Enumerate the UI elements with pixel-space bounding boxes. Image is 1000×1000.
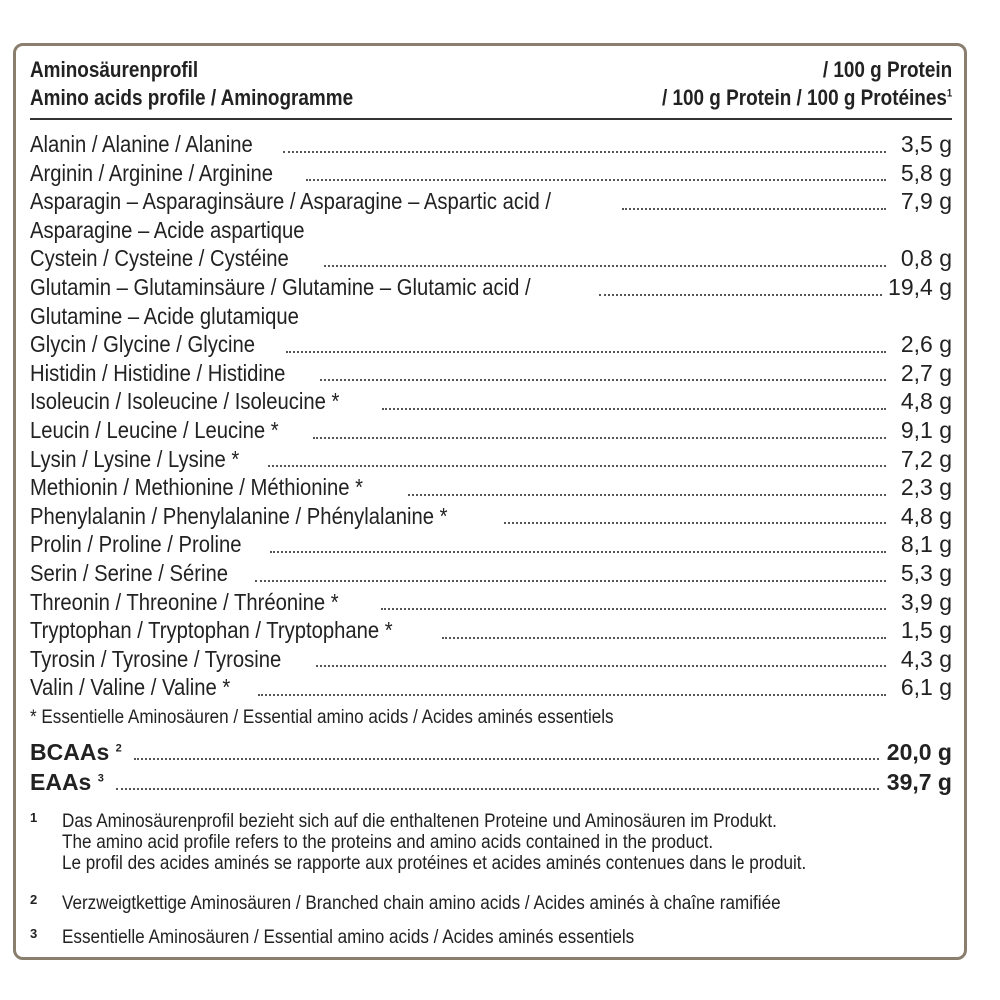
leader-dots (442, 637, 886, 639)
amino-acid-value: 1,5 g (900, 617, 952, 644)
amino-acid-value: 2,7 g (900, 359, 952, 386)
bcaa-row (30, 737, 952, 767)
leader-dots (381, 608, 886, 610)
amino-acid-name: Methionin / Methionine / Méthionine * (30, 474, 364, 501)
amino-acid-value: 3,9 g (900, 588, 952, 615)
leader-dots (134, 758, 879, 760)
amino-acid-name: Valin / Valine / Valine * (30, 674, 231, 701)
leader-dots (316, 665, 887, 667)
amino-acid-name-continuation: Glutamine – Acide glutamique (30, 302, 299, 329)
table-row (30, 559, 952, 588)
amino-acid-name: Lysin / Lysine / Lysine * (30, 445, 240, 472)
table-row (30, 616, 952, 645)
footnote-3-mark: 3 (30, 926, 38, 941)
table-row (30, 330, 952, 359)
amino-acid-list (30, 130, 952, 702)
amino-acid-value: 7,2 g (900, 445, 952, 472)
eaa-value: 39,7 g (886, 769, 952, 795)
leader-dots (255, 580, 886, 582)
amino-acid-value: 8,1 g (900, 531, 952, 558)
footnote-1-de: Das Aminosäurenprofil bezieht sich auf die enthaltenen Proteine und Aminosäuren im Produkt. (62, 811, 777, 832)
table-row (30, 588, 952, 617)
leader-dots (306, 179, 886, 181)
footnote-1 (30, 811, 952, 874)
amino-acid-name: Isoleucin / Isoleucine / Isoleucine * (30, 388, 340, 415)
footnote-1-mark: 1 (30, 810, 38, 825)
amino-acid-name: Tryptophan / Tryptophan / Tryptophane * (30, 617, 393, 644)
amino-acid-name: Leucin / Leucine / Leucine * (30, 416, 279, 443)
table-row (30, 244, 952, 273)
table-row (30, 502, 952, 531)
amino-acid-value: 7,9 g (900, 188, 952, 215)
header-unit-de: / 100 g Protein (822, 57, 953, 82)
leader-dots (283, 151, 886, 153)
amino-acid-value: 0,8 g (900, 245, 952, 272)
amino-acid-name: Threonin / Threonine / Thréonine * (30, 588, 339, 615)
footnote-1-fr: Le profil des acides aminés se rapporte aux protéines et acides aminés contenues dans le produit. (62, 853, 807, 874)
amino-acid-name: Prolin / Proline / Proline (30, 531, 242, 558)
essential-note: * Essentielle Aminosäuren / Essential amino acids / Acides aminés essentiels (30, 707, 614, 728)
amino-acid-table (13, 43, 967, 960)
bcaa-label-text: BCAAs (30, 739, 110, 765)
amino-acid-name-continuation: Asparagine – Acide aspartique (30, 216, 305, 243)
bcaa-footnote-ref: 2 (115, 742, 122, 755)
leader-dots (408, 494, 886, 496)
table-row (30, 130, 952, 159)
table-row (30, 530, 952, 559)
amino-acid-name: Tyrosin / Tyrosine / Tyrosine (30, 645, 282, 672)
leader-dots (622, 208, 886, 210)
leader-dots (268, 465, 886, 467)
table-row (30, 187, 952, 216)
footnote-3 (30, 927, 952, 948)
bcaa-label (30, 737, 122, 767)
footnote-2-mark: 2 (30, 892, 38, 907)
table-row (30, 359, 952, 388)
amino-acid-name: Glycin / Glycine / Glycine (30, 331, 255, 358)
amino-acid-name: Glutamin – Glutaminsäure / Glutamine – Glutamic acid / (30, 273, 531, 300)
header-row-2 (30, 84, 952, 112)
leader-dots (324, 265, 886, 267)
amino-acid-value: 3,5 g (900, 131, 952, 157)
table-row (30, 473, 952, 502)
amino-acid-name: Serin / Serine / Sérine (30, 559, 229, 586)
eaa-label (30, 767, 104, 797)
header-row-1 (30, 56, 952, 84)
bcaa-value: 20,0 g (886, 739, 952, 765)
footnote-2 (30, 893, 952, 914)
header-unit-en-fr (662, 84, 952, 112)
leader-dots (599, 294, 882, 296)
amino-acid-value: 2,6 g (900, 331, 952, 358)
amino-acid-value: 5,8 g (900, 159, 952, 186)
leader-dots (504, 522, 886, 524)
eaa-row (30, 767, 952, 797)
table-row (30, 273, 952, 302)
amino-acid-name: Phenylalanin / Phenylalanine / Phénylalanine * (30, 502, 448, 529)
amino-acid-value: 4,8 g (900, 388, 952, 415)
amino-acid-value: 19,4 g (888, 273, 952, 300)
footnote-1-en: The amino acid profile refers to the proteins and amino acids contained in the product. (62, 832, 714, 853)
totals (30, 737, 952, 797)
leader-dots (286, 351, 886, 353)
table-row (30, 159, 952, 188)
leader-dots (270, 551, 886, 553)
header-title-de: Aminosäurenprofil (30, 57, 199, 82)
leader-dots (313, 437, 886, 439)
amino-acid-name: Asparagin – Asparaginsäure / Asparagine – Aspartic acid / (30, 188, 551, 215)
amino-acid-value: 2,3 g (900, 474, 952, 501)
header-title-en-fr: Amino acids profile / Aminogramme (30, 85, 354, 110)
table-row (30, 445, 952, 474)
leader-dots (116, 788, 879, 790)
amino-acid-name: Histidin / Histidine / Histidine (30, 359, 286, 386)
table-header (30, 56, 952, 120)
amino-acid-name: Alanin / Alanine / Alanine (30, 131, 253, 157)
amino-acid-value: 9,1 g (900, 416, 952, 443)
header-footnote-ref: 1 (946, 87, 953, 100)
amino-acid-value: 5,3 g (900, 559, 952, 586)
table-row (30, 673, 952, 702)
eaa-label-text: EAAs (30, 769, 92, 795)
amino-acid-value: 4,8 g (900, 502, 952, 529)
amino-acid-name: Arginin / Arginine / Arginine (30, 159, 274, 186)
amino-acid-value: 4,3 g (900, 645, 952, 672)
header-unit-en-fr-text: / 100 g Protein / 100 g Protéines (661, 85, 947, 110)
leader-dots (320, 379, 886, 381)
leader-dots (382, 408, 886, 410)
table-row (30, 416, 952, 445)
footnote-3-text: Essentielle Aminosäuren / Essential amino acids / Acides aminés essentiels (62, 927, 635, 948)
footnote-2-text: Verzweigtkettige Aminosäuren / Branched chain amino acids / Acides aminés à chaîne ramifiée (62, 893, 781, 914)
amino-acid-name: Cystein / Cysteine / Cystéine (30, 245, 289, 272)
amino-acid-value: 6,1 g (900, 674, 952, 701)
table-row (30, 645, 952, 674)
leader-dots (258, 694, 886, 696)
eaa-footnote-ref: 3 (97, 772, 104, 785)
table-row (30, 387, 952, 416)
